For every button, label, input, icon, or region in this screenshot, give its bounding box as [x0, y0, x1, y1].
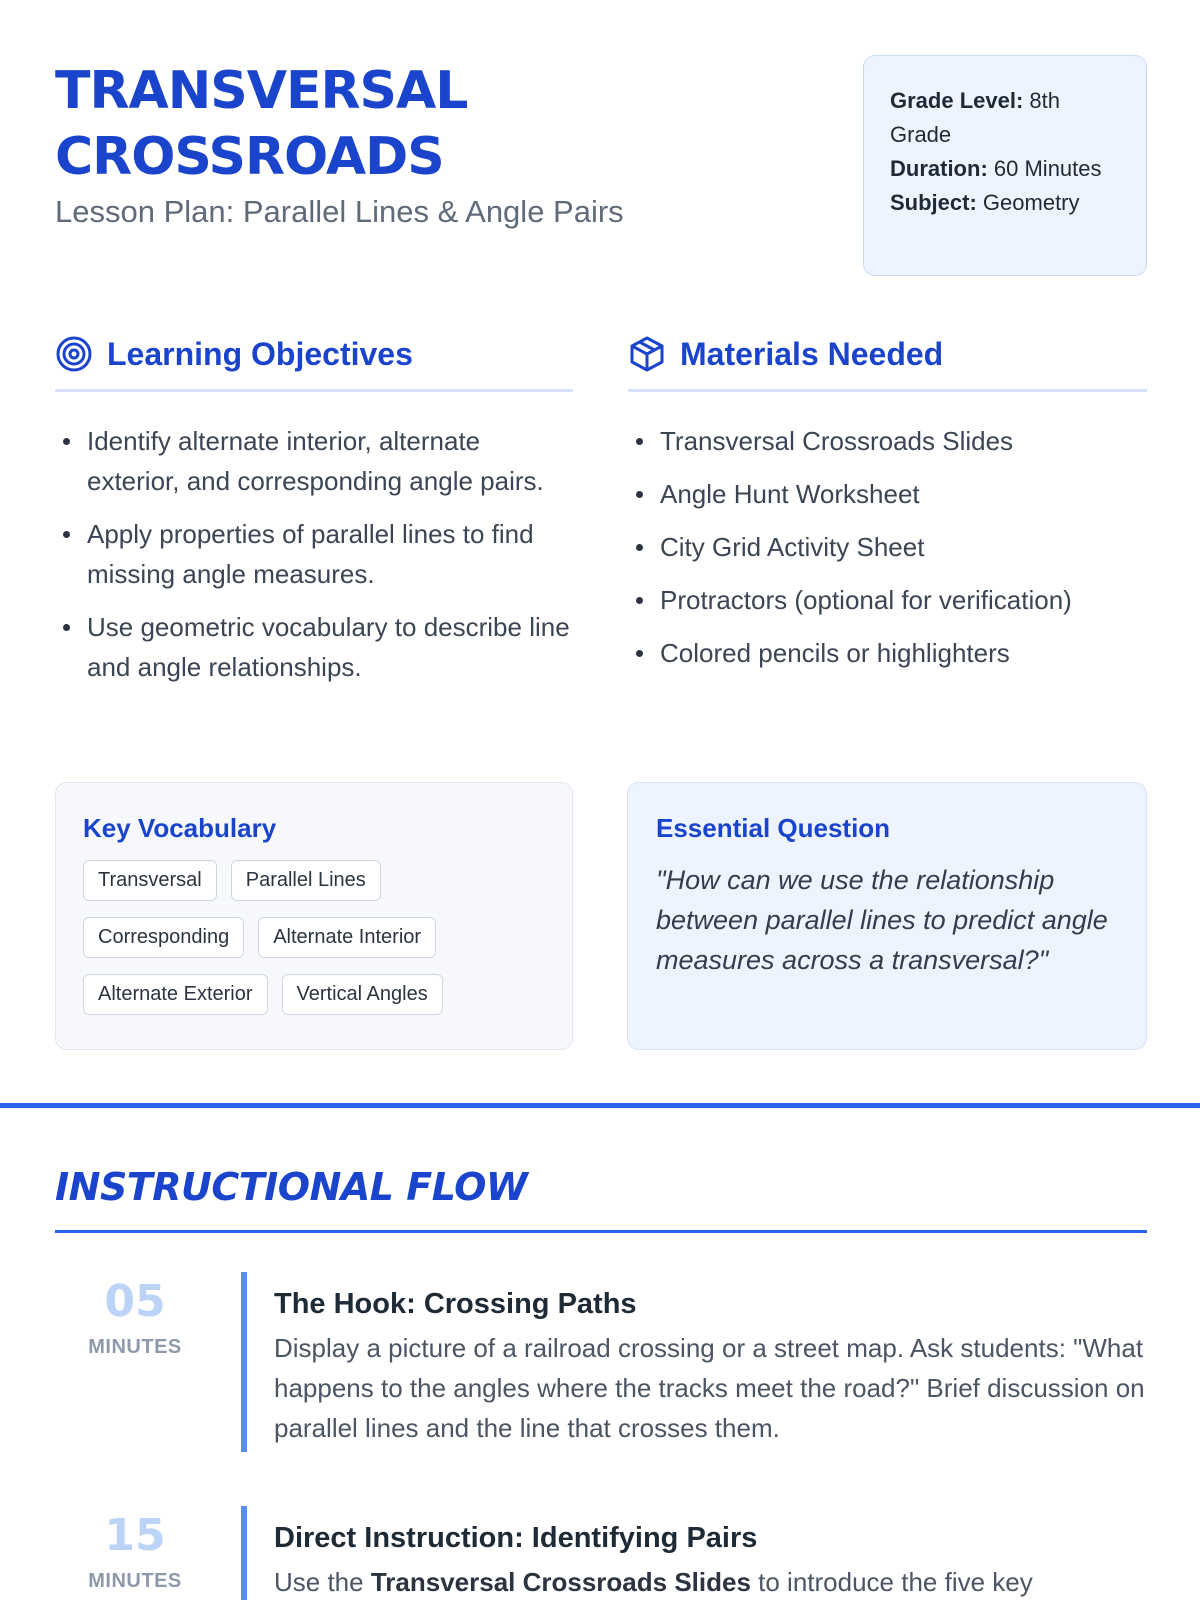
materials-list	[628, 421, 1168, 686]
step-minutes: 05	[104, 1276, 166, 1327]
vocabulary-card	[55, 782, 573, 1050]
vocab-tag: Transversal	[83, 860, 217, 901]
list-item: Apply properties of parallel lines to find missing angle measures.	[55, 514, 575, 594]
list-item: Angle Hunt Worksheet	[628, 474, 1168, 514]
vocab-tag: Corresponding	[83, 917, 244, 958]
duration-value: 60 Minutes	[993, 156, 1102, 181]
box-icon	[628, 335, 666, 373]
step-unit: MINUTES	[88, 1570, 182, 1592]
vocab-tag: Alternate Interior	[258, 917, 436, 958]
grade-label: Grade Level:	[890, 88, 1024, 113]
vocabulary-tags	[83, 860, 553, 1031]
step-description	[274, 1562, 1154, 1600]
step-description: Display a picture of a railroad crossing or a street map. Ask students: "What happens to the angles where the tracks meet the road?" Brief discussion on parallel lines and the line that crosses them.	[274, 1333, 1145, 1443]
objectives-list	[55, 421, 575, 700]
section-divider	[0, 1103, 1200, 1108]
step-time	[55, 1276, 215, 1359]
essential-question-title: Essential Question	[656, 813, 891, 843]
materials-heading-text: Materials Needed	[680, 335, 944, 372]
grade-value: 8th Grade	[890, 88, 1060, 147]
subject	[890, 186, 1122, 220]
header	[55, 58, 815, 230]
step-bar	[241, 1272, 247, 1452]
list-item: City Grid Activity Sheet	[628, 527, 1168, 567]
lesson-meta-box	[863, 55, 1147, 276]
step-bar	[241, 1506, 247, 1600]
flow-step	[55, 1272, 1147, 1452]
list-item: Protractors (optional for verification)	[628, 580, 1168, 620]
step-title: The Hook: Crossing Paths	[274, 1288, 637, 1320]
essential-question-text: "How can we use the relationship between parallel lines to predict angle measures across a transversal?"	[656, 865, 1108, 975]
subject-value: Geometry	[982, 190, 1080, 215]
page-title	[55, 58, 815, 190]
materials-rule	[628, 389, 1147, 392]
duration	[890, 152, 1122, 186]
vocab-tag: Vertical Angles	[282, 974, 443, 1015]
step-minutes: 15	[104, 1510, 166, 1561]
duration-label: Duration:	[890, 156, 988, 181]
step-desc-post: to introduce the five key	[750, 1567, 1033, 1597]
list-item: Use geometric vocabulary to describe line and angle relationships.	[55, 607, 575, 687]
vocab-tag: Parallel Lines	[231, 860, 381, 901]
flow-rule	[55, 1230, 1147, 1233]
list-item: Identify alternate interior, alternate exterior, and corresponding angle pairs.	[55, 421, 575, 501]
page-subtitle: Lesson Plan: Parallel Lines & Angle Pairs	[55, 194, 624, 229]
objectives-heading	[55, 329, 413, 379]
objectives-rule	[55, 389, 573, 392]
step-content	[274, 1519, 1154, 1600]
list-item: Colored pencils or highlighters	[628, 633, 1168, 673]
materials-heading	[628, 329, 943, 379]
target-icon	[55, 335, 93, 373]
title-line-2: CROSSROADS	[55, 127, 444, 187]
step-title: Direct Instruction: Identifying Pairs	[274, 1522, 758, 1554]
step-content	[274, 1285, 1154, 1448]
grade-level	[890, 84, 1122, 152]
flow-step	[55, 1506, 1147, 1600]
essential-question-card	[627, 782, 1147, 1050]
vocab-tag: Alternate Exterior	[83, 974, 268, 1015]
flow-title: INSTRUCTIONAL FLOW	[55, 1165, 528, 1209]
step-desc-bold: Transversal Crossroads Slides	[370, 1567, 751, 1597]
step-unit: MINUTES	[88, 1336, 182, 1358]
list-item: Transversal Crossroads Slides	[628, 421, 1168, 461]
objectives-heading-text: Learning Objectives	[107, 335, 413, 372]
step-time	[55, 1510, 215, 1593]
step-desc-pre: Use the	[274, 1567, 371, 1597]
subject-label: Subject:	[890, 190, 977, 215]
vocabulary-title: Key Vocabulary	[83, 813, 277, 843]
title-line-1: TRANSVERSAL	[55, 61, 468, 121]
